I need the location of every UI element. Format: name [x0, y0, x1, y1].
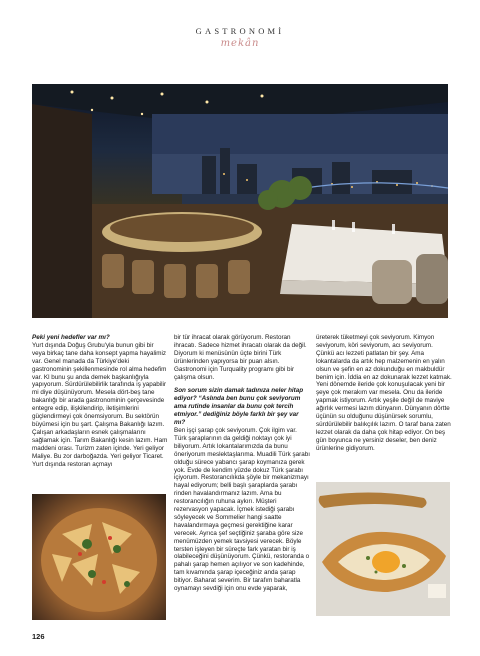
restaurant-night-photo — [32, 84, 448, 318]
paragraph: Yurt dışında Doğuş Grubu'yla bunun gibi bir veya birkaç tane daha konsept yapma hayalimiz var. Genel manada da Türkiye'deki gastronominin şekillenmesinde rol alma hedefim var. Kl bunu şu anda demek başkanlığıyla yapıyorum. Sürdürülebilirlik tarafında iş yapabilir mi diye düşünüyorum. Mesela dört-beş tane bakanlığı bir arada gastronominin çerçevesinde entegre edip, ilişkilendirip, iletişimlerini güçlendirmeyi çok önemsiyorum. Bu sektörün büyümesi için bu şart. Çalışma Bakanlığı lazım. Çalışan arkadaşların esnek çalışmalarını sağlamak için. Tarım Bakanlığı kesin lazım. Ham maddeni orası. Turizm zaten içinde. Yeri geliyor Maliye. Bu zor darboğazda. Yeri geliyor Ticaret. Yurt dışında restoran açmayı — [32, 341, 168, 468]
text-column-2 — [174, 334, 310, 593]
page-number: 126 — [32, 632, 45, 641]
magazine-title: GASTRONOMİ — [195, 26, 285, 36]
paragraph: bir tür ihracat olarak görüyorum. Restoran ihracatı. Sadece hizmet ihracatı olarak da değil. Diyorum ki menüsünün üçte birini Türk ürünlerinden yapıyorsa bir puan alsın. Gastronomi için Turquality programı gibi bir çalışma olsun. — [174, 334, 307, 381]
pide-photo — [316, 482, 450, 616]
text-column-3 — [316, 334, 452, 453]
section-label: mekân — [220, 38, 260, 49]
food-plate-illustration — [32, 494, 166, 620]
restaurant-scene-illustration — [32, 84, 448, 318]
magazine-header — [0, 26, 480, 49]
text-column-1 — [32, 334, 168, 468]
interview-question: Son sorum sizin damak tadınıza neler hitap ediyor? “Aslında ben bunu çok seviyorum ama rutinde insanlar da bunu çok tercih etmiyor.” dediğiniz böyle farklı bir şey var mı? — [174, 387, 304, 427]
interview-question: Peki yeni hedefler var mı? — [32, 334, 110, 341]
paragraph: üreterek tüketmeyi çok seviyorum. Kimyon seviyorum, köri seviyorum, acı seviyorum. Çünkü acı lezzeti patlatan bir şey. Ama lokantalarda da artık hep malzemenin en yalın olsun ve şefin en az dokunduğu en makbuldür benim için. İddia en az dokunarak lezzet katmak. Yeni dönemde ileride çok konuşulacak yeni bir şeye çok merakım var mesela. Onu da ileride yapmak istiyorum. Artık yeşile değil de maviye ağırlık vermesi lazım dünyanın. Dünyanın dörtte üçünün su olduğunu düşünürsek sorumlu, sürdürülebilir balıkçılık lazım. O taraf bana zaten lezzet olarak da daha çok hitap ediyor. On beş gün boyunca ne yersiniz deseler, ben deniz ürünlerine gidiyorum. — [316, 334, 452, 452]
pide-illustration — [316, 482, 450, 616]
food-plate-photo — [32, 494, 166, 620]
paragraph: Ben işçi şarap çok seviyorum. Çok ilgim var. Türk şaraplarının da geldiği noktayı çok iyi biliyorum. Artık lokantalarımızda da bunu öneriyorum meslektaşlarıma. Muadili Türk şarabı olduğu sürece yabancı şarap koymanıza gerek yok. Evde de kendim yüzde dokuz Türk şarabı içiyorum. Restorancılıkda şöyle bir mekanizmayı hayal ediyorum; belli başlı şaraplarda şarabı rinden havalandırmanız lazım. Ama bu restorancılığın ruhuna aykırı. Müşteri rezervasyon yapacak. İçmek istediği şarabı söyleyecek ve Sommelier hangi saatte havalandırmaya geçmesi gerektiğine karar verecek. Ayrıca şef seçtiğiniz şaraba göre size menümüzden yemek tavsiyesi verecek. Böyle tersten işleyen bir süreçte fark yaratan bir iş olabileceğini düşünüyorum. Çünkü, restoranda o pahalı şarap hemen açılıyor ve son kadehinde, tam kıvamında şarap içeceğiniz anda şarap bitiyor. Baharat severim. Bir tarafım baharatla oynamayı sevdiği için onu evde yaparak, — [174, 426, 311, 593]
